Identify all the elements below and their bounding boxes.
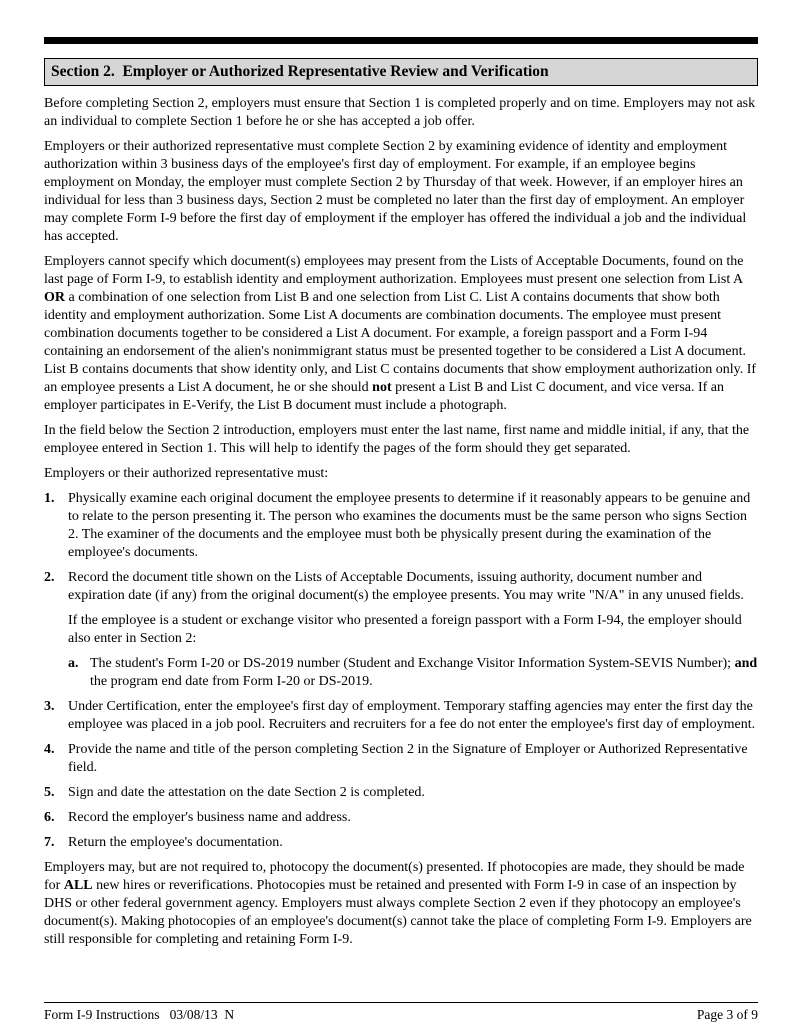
- list-item-text: [68, 809, 758, 827]
- text-segment: Employers may, but are not required to, photocopy the document(s) presented. If photocopies are made, they should be made for: [44, 860, 745, 893]
- step-2a: [68, 655, 758, 691]
- text-segment: In the field below the Section 2 introduction, employers must enter the last name, first name and middle initial, if any, that the employee entered in Section 1. This will help to identify the pages of the form should they get separated.: [44, 423, 750, 456]
- text-segment: Employers or their authorized representative must complete Section 2 by examining evidence of identity and employment authorization within 3 business days of the employee's first day of employment. For example, if an employee begins employment on Monday, the employer must complete Section 2 by Thursday of that week. However, if an employer hires an individual for less than 3 business days, Section 2 must be completed no later than the first day of employment. An employer may complete Form I-9 before the first day of employment if the employer has offered the individual a job and the individual has accepted.: [44, 139, 747, 244]
- footer-row: [44, 1006, 758, 1023]
- list-item-text: [68, 698, 758, 734]
- text-segment: Record the document title shown on the Lists of Acceptable Documents, issuing authority, document number and expiration date (if any) from the original document(s) the employee presents. You may write "N/A" in any unused fields.: [68, 570, 744, 603]
- list-marker: 1.: [44, 491, 55, 506]
- timing-paragraph: [44, 138, 758, 246]
- list-marker: a.: [68, 656, 79, 671]
- list-item-text: [68, 741, 758, 777]
- bold-text-segment: not: [372, 380, 392, 395]
- top-rule: [44, 37, 758, 44]
- text-segment: Before completing Section 2, employers must ensure that Section 1 is completed properly and on time. Employers may not ask an individual to complete Section 1 before he or she has accepted a job offer.: [44, 96, 756, 129]
- text-segment: the program end date from Form I-20 or DS-2019.: [90, 674, 373, 689]
- bold-text-segment: ALL: [63, 878, 93, 893]
- list-item-text: [68, 490, 758, 562]
- list-marker: 5.: [44, 785, 55, 800]
- text-segment: The student's Form I-20 or DS-2019 number (Student and Exchange Visitor Information System-SEVIS Number);: [90, 656, 735, 671]
- student-visitor-note: [68, 612, 758, 648]
- step-6: [44, 809, 758, 827]
- page-footer: [44, 1002, 758, 1023]
- list-lead-in-paragraph: [44, 465, 758, 483]
- document-body: [44, 95, 758, 949]
- step-1: [44, 490, 758, 562]
- list-item-text: [68, 784, 758, 802]
- list-marker: 6.: [44, 810, 55, 825]
- list-marker: 2.: [44, 570, 55, 585]
- text-segment: If the employee is a student or exchange visitor who presented a foreign passport with a Form I-94, the employer should also enter in Section 2:: [68, 613, 742, 646]
- step-7: [44, 834, 758, 852]
- text-segment: present a List B and List C document, and vice versa. If an employer participates in E-Verify, the List B document must include a photograph.: [44, 380, 725, 413]
- name-entry-paragraph: [44, 422, 758, 458]
- photocopy-paragraph: [44, 859, 758, 949]
- list-item-text: [68, 569, 758, 605]
- documents-paragraph: [44, 253, 758, 415]
- bold-text-segment: and: [734, 656, 758, 671]
- text-segment: Physically examine each original document the employee presents to determine if it reasonably appears to be genuine and to relate to the person presenting it. The person who examines the documents must be the same person who signs Section 2. The examiner of the documents and the employee must both be physically present during the examination of the employee's documents.: [68, 491, 751, 560]
- text-segment: Employers cannot specify which document(s) employees may present from the Lists of Acceptable Documents, found on the last page of Form I-9, to establish identity and employment authorization. Employees must present one selection from List A: [44, 254, 744, 287]
- bold-text-segment: OR: [44, 290, 65, 305]
- text-segment: Return the employee's documentation.: [68, 835, 283, 850]
- text-segment: Employers or their authorized representative must:: [44, 466, 329, 481]
- step-5: [44, 784, 758, 802]
- footer-page-number: Page 3 of 9: [696, 1007, 758, 1022]
- text-segment: new hires or reverifications. Photocopies must be retained and presented with Form I-9 in case of an inspection by DHS or other federal government agency. Employers must always complete Section 2 even if they photocopy an employee's document(s). Making photocopies of an employee's document(s) cannot take the place of completing Form I-9. Employers are still responsible for completing and retaining Form I-9.: [44, 878, 752, 947]
- list-item-text: [90, 655, 758, 691]
- step-4: [44, 741, 758, 777]
- text-segment: Provide the name and title of the person completing Section 2 in the Signature of Employer or Authorized Representative field.: [68, 742, 748, 775]
- footer-rule: [44, 1002, 758, 1003]
- text-segment: Sign and date the attestation on the date Section 2 is completed.: [68, 785, 425, 800]
- step-2: [44, 569, 758, 605]
- list-item-text: [68, 834, 758, 852]
- footer-form-id: Form I-9 Instructions 03/08/13 N: [44, 1007, 235, 1022]
- list-marker: 3.: [44, 699, 55, 714]
- intro-paragraph: [44, 95, 758, 131]
- step-3: [44, 698, 758, 734]
- text-segment: Record the employer's business name and address.: [68, 810, 351, 825]
- text-segment: a combination of one selection from List B and one selection from List C. List A contains documents that show both identity and employment authorization. Some List A documents are combination documents. The employee must present combination documents together to be considered a List A document. For example, a foreign passport and a Form I-94 containing an endorsement of the alien's nonimmigrant status must be presented together to be considered a List A document. List B contains documents that show identity only, and List C contains documents that show employment authorization only. If an employee presents a List A document, he or she should: [44, 290, 757, 395]
- list-marker: 7.: [44, 835, 55, 850]
- text-segment: Under Certification, enter the employee's first day of employment. Temporary staffing agencies may enter the first day the employee was placed in a job pool. Recruiters and recruiters for a fee do not enter the employee's first day of employment.: [68, 699, 756, 732]
- list-marker: 4.: [44, 742, 55, 757]
- section-2-header: Section 2. Employer or Authorized Representative Review and Verification: [44, 58, 758, 86]
